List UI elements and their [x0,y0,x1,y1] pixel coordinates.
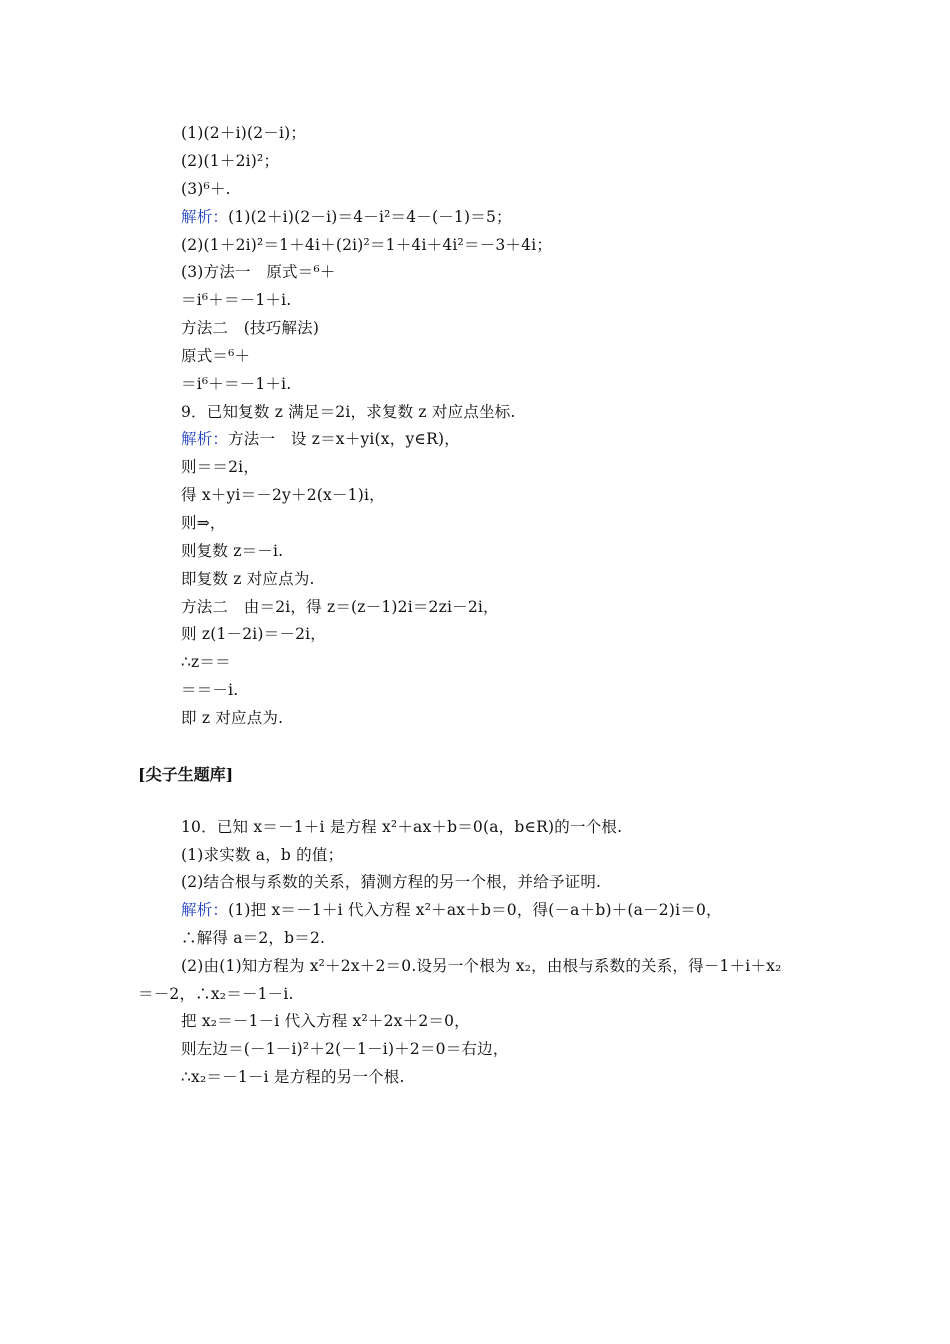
text-line: 即复数 z 对应点为. [181,570,315,588]
text-line: 把 x₂＝－1－i 代入方程 x²＋2x＋2＝0， [181,1012,470,1030]
text-line: 则⇒， [181,514,226,532]
answer-text: 方法一 设 z＝x＋yi(x，y∈R)， [228,430,460,448]
text-line: (1)(2＋i)(2－i)； [181,124,307,142]
text-line: (3)⁶＋. [181,180,231,198]
text-line: 则＝＝2i， [181,458,260,476]
text-line: (3)方法一 原式＝⁶＋ [181,263,336,281]
text-line: 方法二 由＝2i，得 z＝(z－1)2i＝2zi－2i， [181,598,499,616]
text-line: ＝＝－i. [181,681,239,699]
answer-label: 解析： [181,430,229,448]
text-line: ∴x₂＝－1－i 是方程的另一个根. [181,1068,405,1086]
answer-text: (1)(2＋i)(2－i)＝4－i²＝4－(－1)＝5； [228,208,512,226]
text-line: ＝i⁶＋＝－1＋i. [181,375,292,393]
question-line: 10．已知 x＝－1＋i 是方程 x²＋ax＋b＝0(a，b∈R)的一个根. [181,818,623,836]
answer-line [181,207,512,227]
text-line: ＝－2，∴x₂＝－1－i. [138,985,294,1003]
answer-label: 解析： [181,901,229,919]
text-line: 则 z(1－2i)＝－2i， [181,625,326,643]
text-line: 即 z 对应点为. [181,709,284,727]
text-line: 得 x＋yi＝－2y＋2(x－1)i， [181,486,385,504]
text-line: (1)求实数 a，b 的值； [181,846,344,864]
text-line: (2)由(1)知方程为 x²＋2x＋2＝0.设另一个根为 x₂，由根与系数的关系，得－1＋i＋x₂ [181,957,782,975]
text-line: (2)(1＋2i)²； [181,152,280,170]
answer-text: (1)把 x＝－1＋i 代入方程 x²＋ax＋b＝0，得(－a＋b)＋(a－2)i＝0， [228,901,722,919]
text-line: 则复数 z＝－i. [181,542,284,560]
text-line: (2)结合根与系数的关系，猜测方程的另一个根，并给予证明. [181,873,602,891]
text-line: ＝i⁶＋＝－1＋i. [181,291,292,309]
text-line: 原式＝⁶＋ [181,347,251,365]
text-line: 则左边＝(－1－i)²＋2(－1－i)＋2＝0＝右边， [181,1040,509,1058]
answer-label: 解析： [181,208,229,226]
text-line: (2)(1＋2i)²＝1＋4i＋(2i)²＝1＋4i＋4i²＝－3＋4i； [181,236,553,254]
question-line: 9．已知复数 z 满足＝2i，求复数 z 对应点坐标. [181,403,516,421]
answer-line [181,429,460,449]
text-line: ∴解得 a＝2，b＝2. [181,929,326,947]
answer-line [181,900,722,920]
text-line: ∴z＝＝ [181,653,231,671]
section-title: [尖子生题库] [138,765,234,784]
text-line: 方法二 (技巧解法) [181,319,320,337]
